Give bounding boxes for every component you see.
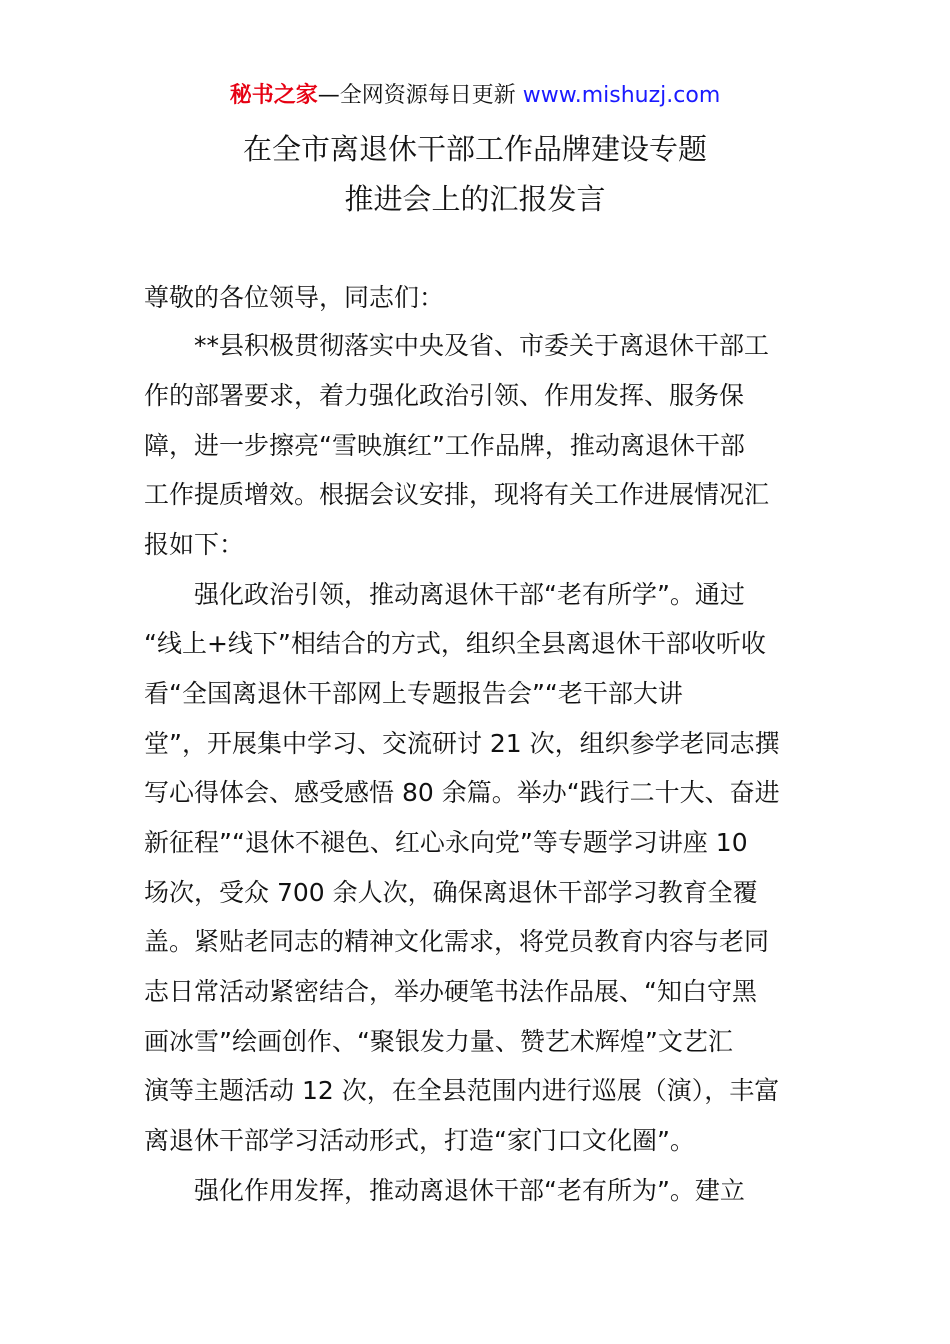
body-line: 报如下： (144, 530, 245, 559)
body-line: 强化政治引领，推动离退休干部“老有所学”。通过 (144, 580, 745, 609)
document-title-line-2: 推进会上的汇报发言 (344, 182, 606, 216)
document-title-line-1: 在全市离退休干部工作品牌建设专题 (242, 132, 707, 166)
body-line: 尊敬的各位领导，同志们： (144, 283, 445, 312)
site-header (0, 80, 950, 112)
body-line: 堂”，开展集中学习、交流研讨 21 次，组织参学老同志撰 (144, 729, 780, 758)
site-url[interactable]: www.mishuzj.com (522, 83, 721, 108)
body-line: 盖。紧贴老同志的精神文化需求，将党员教育内容与老同 (144, 927, 770, 956)
body-line: 作的部署要求，着力强化政治引领、作用发挥、服务保 (144, 381, 745, 410)
body-line: “线上+线下”相结合的方式，组织全县离退休干部收听收 (144, 629, 766, 658)
site-brand: 秘书之家 (229, 83, 318, 108)
body-line: 障，进一步擦亮“雪映旗红”工作品牌，推动离退休干部 (144, 431, 745, 460)
site-tagline: —全网资源每日更新 (317, 83, 516, 108)
body-line: 演等主题活动 12 次，在全县范围内进行巡展（演），丰富 (144, 1076, 780, 1105)
body-line: 写心得体会、感受感悟 80 余篇。举办“践行二十大、奋进 (144, 778, 780, 807)
body-line: 画冰雪”绘画创作、“聚银发力量、赞艺术辉煌”文艺汇 (144, 1027, 733, 1056)
body-line: 志日常活动紧密结合，举办硬笔书法作品展、“知白守黑 (144, 977, 757, 1006)
body-line: 离退休干部学习活动形式，打造“家门口文化圈”。 (144, 1126, 695, 1155)
body-line: 场次，受众 700 余人次，确保离退休干部学习教育全覆 (144, 878, 758, 907)
body-line: 工作提质增效。根据会议安排，现将有关工作进展情况汇 (144, 480, 770, 509)
body-line: 新征程”“退休不褪色、红心永向党”等专题学习讲座 10 (144, 828, 748, 857)
body-line: 强化作用发挥，推动离退休干部“老有所为”。建立 (144, 1176, 745, 1205)
body-line: **县积极贯彻落实中央及省、市委关于离退休干部工 (144, 331, 770, 360)
body-line: 看“全国离退休干部网上专题报告会”“老干部大讲 (144, 679, 683, 708)
